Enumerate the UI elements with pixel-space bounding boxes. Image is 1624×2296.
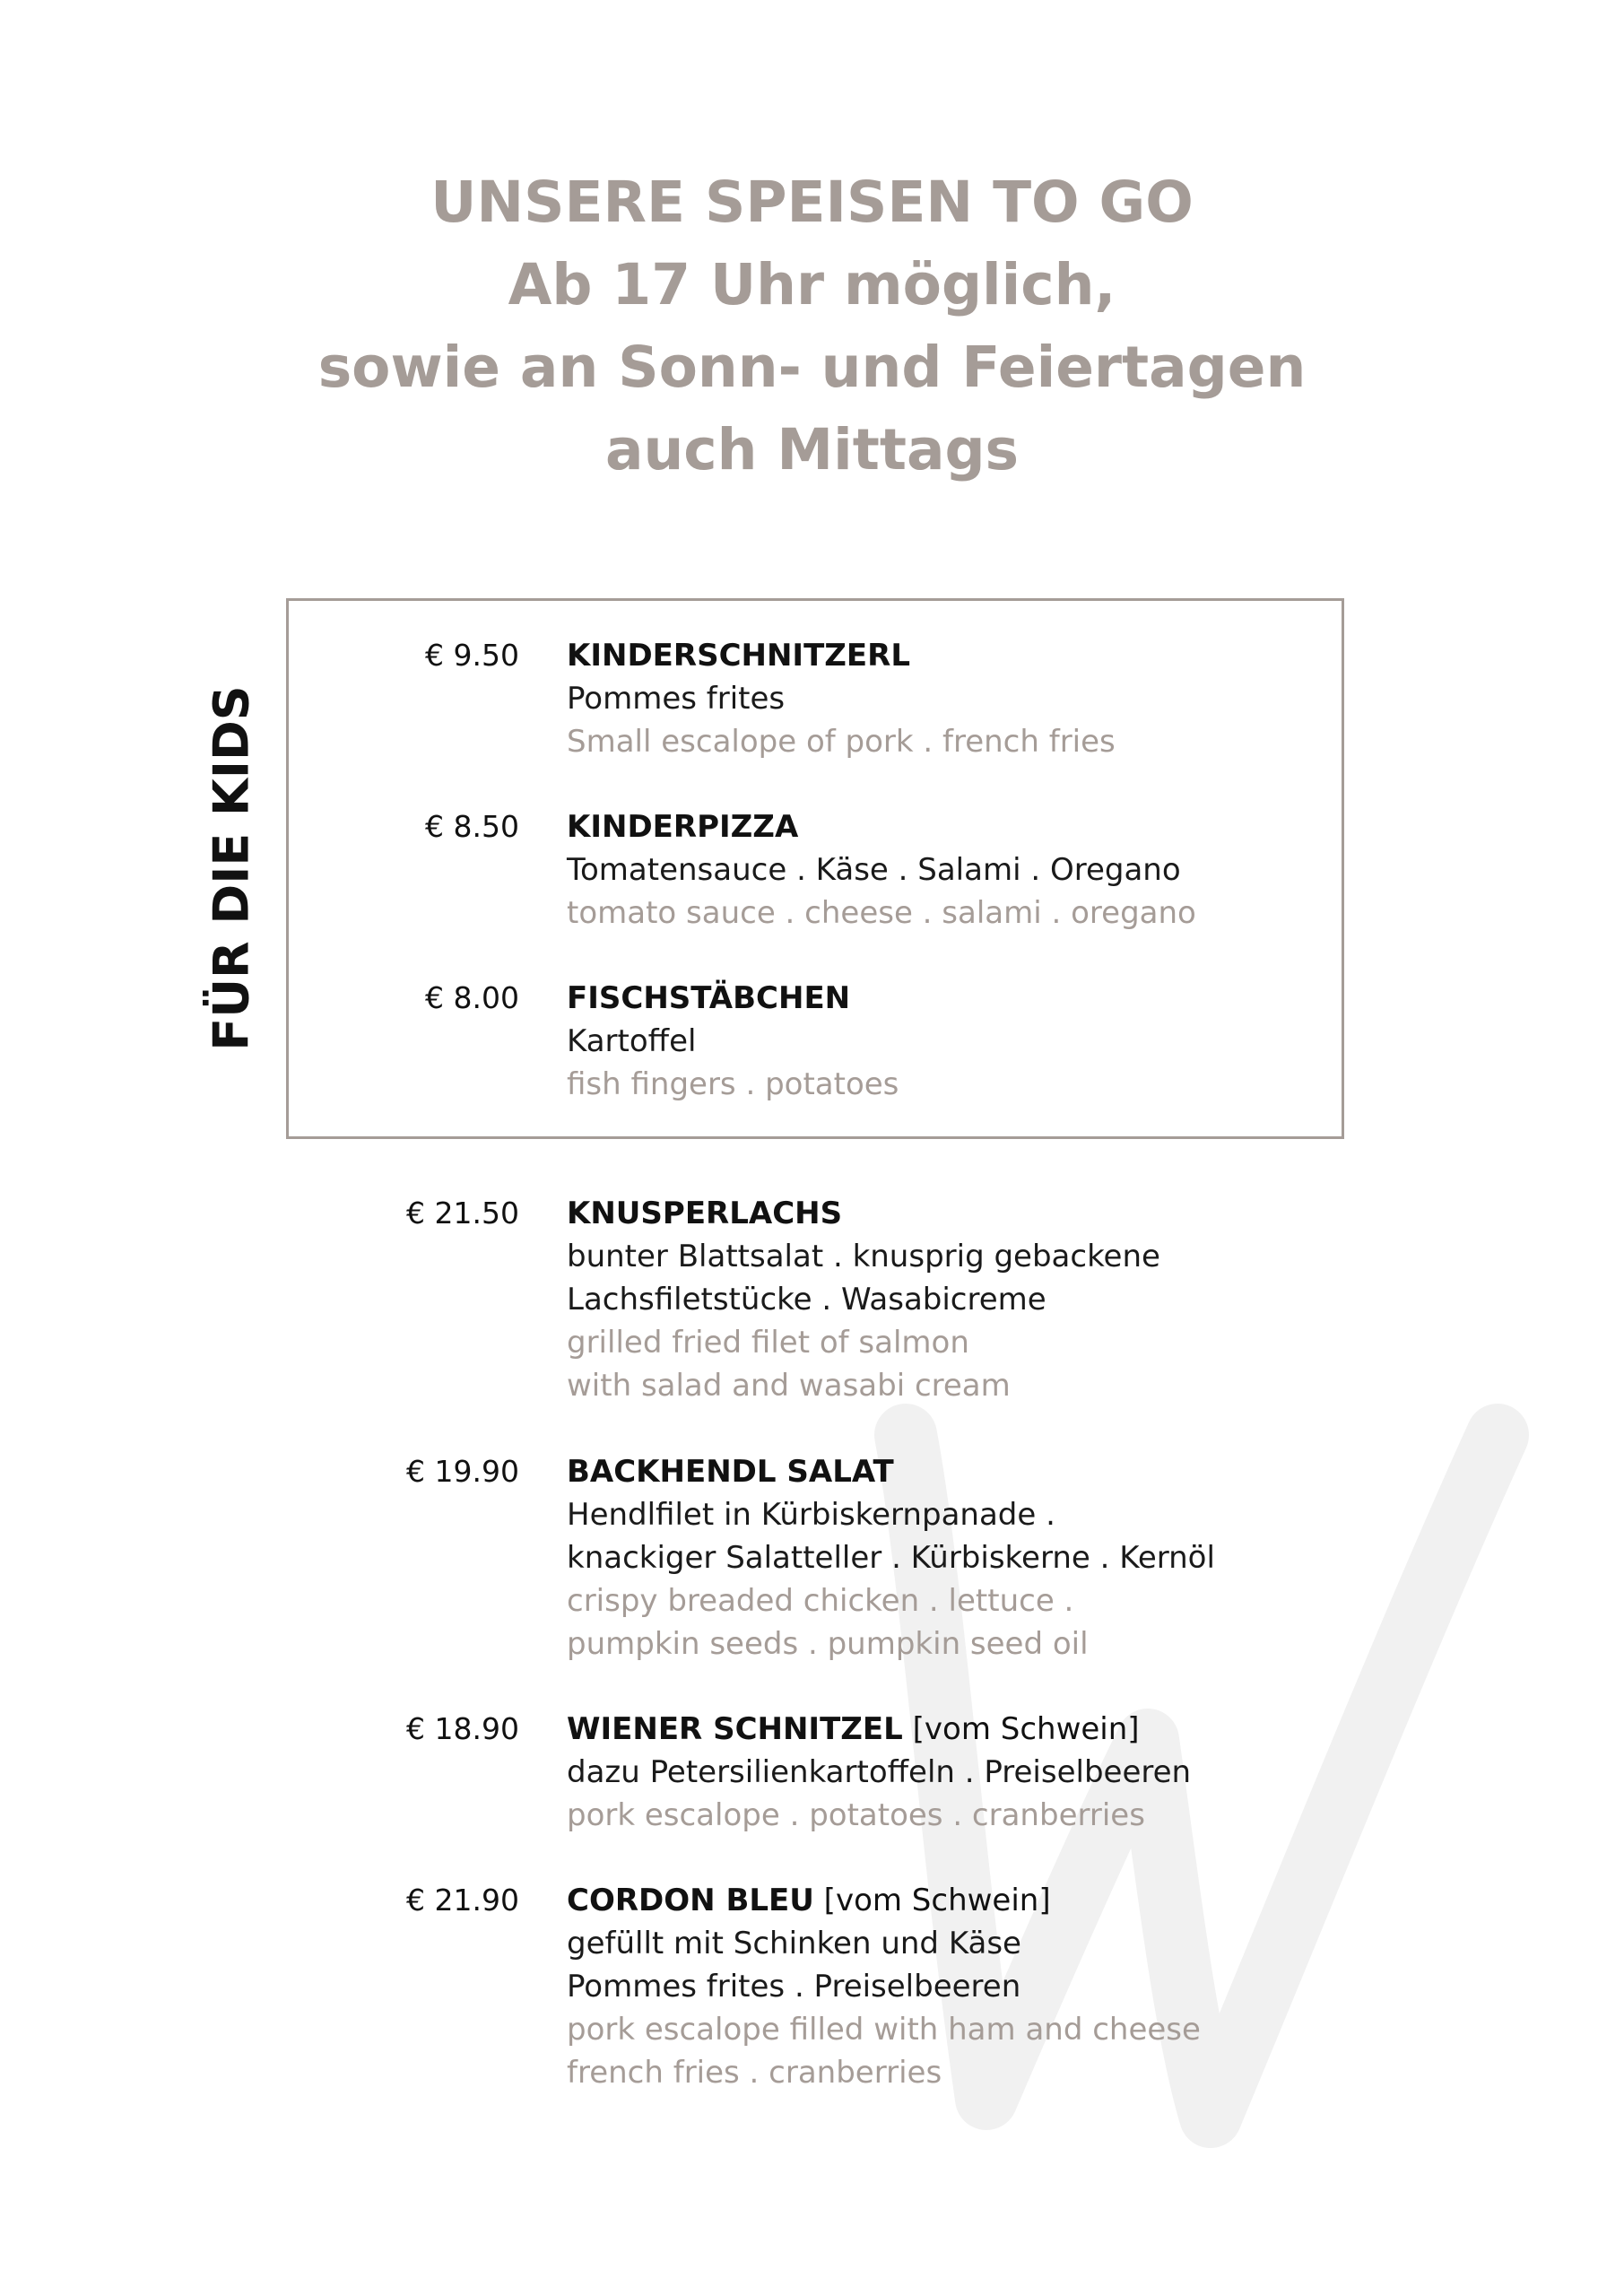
menu-item-price: € 8.00: [425, 980, 519, 1015]
menu-item-name-suffix: [vom Schwein]: [813, 1883, 1051, 1918]
menu-item-name: FISCHSTÄBCHEN: [567, 980, 851, 1016]
menu-item-description-en: pumpkin seeds . pumpkin seed oil: [567, 1626, 1089, 1662]
page-header: [0, 161, 1624, 491]
menu-item-description-de: Tomatensauce . Käse . Salami . Oregano: [567, 852, 1181, 888]
menu-item-price: € 18.90: [406, 1711, 519, 1746]
menu-item-name-suffix: [vom Schwein]: [902, 1711, 1140, 1747]
menu-item-description-de: Pommes frites: [567, 681, 786, 717]
menu-item-description-en: pork escalope filled with ham and cheese: [567, 2012, 1201, 2048]
menu-item-description-de: gefüllt mit Schinken und Käse: [567, 1926, 1021, 1961]
header-line-4: auch Mittags: [604, 417, 1020, 483]
kids-section-label: FÜR DIE KIDS: [203, 685, 260, 1051]
menu-item-name: KINDERSCHNITZERL: [567, 638, 910, 674]
menu-item-description-de: Pommes frites . Preiselbeeren: [567, 1969, 1021, 2005]
menu-item-description-en: french fries . cranberries: [567, 2055, 942, 2091]
menu-item-description-en: tomato sauce . cheese . salami . oregano: [567, 895, 1196, 931]
menu-item-description-en: crispy breaded chicken . lettuce .: [567, 1583, 1074, 1619]
menu-item-description-de: knackiger Salatteller . Kürbiskerne . Kernöl: [567, 1540, 1215, 1576]
menu-item-price: € 21.90: [406, 1883, 519, 1918]
menu-item-name: KNUSPERLACHS: [567, 1196, 843, 1231]
menu-item-description-en: with salad and wasabi cream: [567, 1368, 1011, 1404]
menu-item-description-en: pork escalope . potatoes . cranberries: [567, 1797, 1145, 1833]
menu-item-description-de: Lachsfiletstücke . Wasabicreme: [567, 1282, 1046, 1318]
menu-item-price: € 19.90: [406, 1454, 519, 1489]
menu-item-description-de: Kartoffel: [567, 1023, 697, 1059]
menu-item-price: € 21.50: [406, 1196, 519, 1231]
header-line-3: sowie an Sonn- und Feiertagen: [317, 335, 1307, 400]
menu-item-name: CORDON BLEU: [567, 1883, 814, 1918]
header-line-2: Ab 17 Uhr möglich,: [508, 252, 1116, 317]
menu-item-name: BACKHENDL SALAT: [567, 1454, 894, 1490]
menu-item-description-de: Hendlfilet in Kürbiskernpanade .: [567, 1497, 1055, 1533]
menu-item-description-en: fish fingers . potatoes: [567, 1066, 899, 1102]
menu-item-description-de: dazu Petersilienkartoffeln . Preiselbeeren: [567, 1754, 1192, 1790]
menu-item-name: WIENER SCHNITZEL: [567, 1711, 903, 1747]
menu-item-description-en: Small escalope of pork . french fries: [567, 724, 1116, 760]
menu-item-price: € 9.50: [425, 638, 519, 673]
menu-item-price: € 8.50: [425, 809, 519, 844]
header-line-1: UNSERE SPEISEN TO GO: [430, 170, 1194, 235]
menu-item-name: KINDERPIZZA: [567, 809, 799, 845]
menu-item-description-en: grilled fried filet of salmon: [567, 1325, 969, 1361]
menu-item-description-de: bunter Blattsalat . knusprig gebackene: [567, 1239, 1160, 1274]
